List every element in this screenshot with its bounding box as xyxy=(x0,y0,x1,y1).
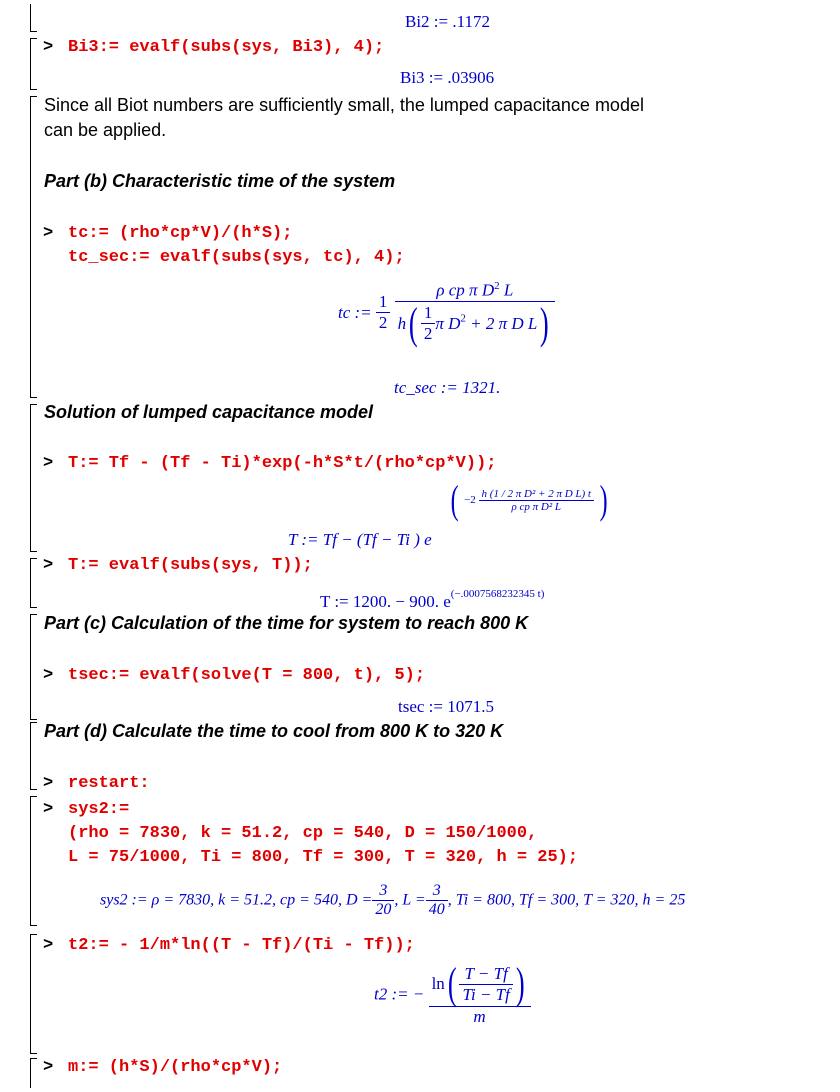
T-output-exponent xyxy=(448,477,610,522)
tc-sec-output: tc_sec := 1321. xyxy=(394,378,501,397)
tc-main-fraction xyxy=(395,280,555,346)
biot-text-line-2[interactable]: can be applied. xyxy=(44,120,167,140)
group-bracket-9[interactable] xyxy=(30,934,31,1054)
tsec-input[interactable]: tsec:= evalf(solve(T = 800, t), 5); xyxy=(68,666,426,685)
group-bracket-6[interactable] xyxy=(30,614,31,720)
tc-den-half-den: 2 xyxy=(423,324,433,344)
tc-input-line-2[interactable]: tc_sec:= evalf(subs(sys, tc), 4); xyxy=(68,248,405,267)
prompt-symbol: > xyxy=(43,774,54,793)
biot-text-line-1[interactable]: Since all Biot numbers are sufficiently small, the lumped capacitance model xyxy=(44,95,644,115)
T-input[interactable]: T:= Tf - (Tf - Ti)*exp(-h*S*t/(rho*cp*V)); xyxy=(68,454,497,473)
prompt-symbol: > xyxy=(43,1058,54,1077)
t2-lhs: t2 := − xyxy=(374,984,425,1004)
heading-part-b[interactable]: Part (b) Characteristic time of the system xyxy=(44,171,396,191)
tc-den-exp: 2 xyxy=(460,311,466,324)
heading-solution[interactable]: Solution of lumped capacitance model xyxy=(44,402,374,422)
group-bracket-8[interactable] xyxy=(30,796,31,926)
t2-paren-right: ) xyxy=(515,959,525,1008)
T-exp-den: ρ cp π D² L xyxy=(511,500,562,513)
t2-ln: ln xyxy=(431,974,445,993)
group-bracket-1 xyxy=(30,4,31,32)
sys2-D-den: 20 xyxy=(375,901,392,918)
t2-numerator xyxy=(429,959,531,1008)
tc-num-tail: L xyxy=(499,280,514,300)
prompt-symbol: > xyxy=(43,454,54,473)
prompt-symbol: > xyxy=(43,800,54,819)
t2-main-fraction xyxy=(429,959,531,1027)
sys2-D-num: 3 xyxy=(372,882,394,901)
tc-den-tail: π D xyxy=(435,313,461,333)
tc-num-exp: 2 xyxy=(494,280,500,292)
group-bracket-3[interactable] xyxy=(30,96,31,398)
sys2-L-fraction xyxy=(426,882,448,919)
prompt-symbol: > xyxy=(43,556,54,575)
sys2-tail: , Ti = 800, Tf = 300, T = 320, h = 25 xyxy=(447,891,686,909)
T-eval-output xyxy=(320,588,544,612)
T-output-lhs: T := Tf − (Tf − Ti ) e xyxy=(288,530,432,549)
tc-den-half xyxy=(421,303,436,344)
prompt-symbol: > xyxy=(43,224,54,243)
T-exp-paren-right: ) xyxy=(599,477,608,522)
t2-inner-den: Ti − Tf xyxy=(462,984,510,1004)
tsec-output: tsec := 1071.5 xyxy=(398,697,494,716)
t2-denominator: m xyxy=(473,1007,486,1026)
group-bracket-10[interactable] xyxy=(30,1058,31,1088)
t2-inner-fraction xyxy=(459,964,512,1005)
sys2-L-num: 3 xyxy=(426,882,448,901)
t2-output xyxy=(374,959,531,1027)
sys2-output xyxy=(100,882,685,919)
T-eval-text: T := 1200. − 900. e xyxy=(320,592,451,611)
sys2-L-den: 40 xyxy=(428,901,445,918)
heading-part-c[interactable]: Part (c) Calculation of the time for system to reach 800 K xyxy=(44,613,529,633)
prompt-symbol: > xyxy=(43,38,54,57)
prompt-symbol: > xyxy=(43,666,54,685)
sys2-D-fraction xyxy=(372,882,394,919)
tc-numerator xyxy=(395,280,555,302)
T-exp-paren-left: ( xyxy=(450,477,459,522)
tc-output xyxy=(338,280,555,346)
t2-paren-left: ( xyxy=(447,959,457,1008)
tc-den-tail2: + 2 π D L xyxy=(465,313,538,333)
bi3-input[interactable]: Bi3:= evalf(subs(sys, Bi3), 4); xyxy=(68,38,385,57)
group-bracket-7[interactable] xyxy=(30,722,31,790)
sys2-input-line-3[interactable]: L = 75/1000, Ti = 800, Tf = 300, T = 320, h = 25); xyxy=(68,848,579,867)
tc-coef-fraction xyxy=(376,292,391,333)
sys2-lhs: sys2 := ρ = 7830, k = 51.2, cp = 540, D = xyxy=(100,891,373,909)
restart-input[interactable]: restart: xyxy=(68,774,150,793)
prompt-symbol: > xyxy=(43,936,54,955)
t2-inner-num: T − Tf xyxy=(459,964,512,985)
T-exp-coef: −2 xyxy=(464,494,476,506)
tc-lhs: tc := xyxy=(338,302,372,322)
m-input[interactable]: m:= (h*S)/(rho*cp*V); xyxy=(68,1058,283,1077)
heading-part-d[interactable]: Part (d) Calculate the time to cool from 800 K to 320 K xyxy=(44,721,504,741)
sys2-input-line-1[interactable]: sys2:= xyxy=(68,800,130,819)
tc-coef-num: 1 xyxy=(376,292,391,313)
t2-input[interactable]: t2:= - 1/m*ln((T - Tf)/(Ti - Tf)); xyxy=(68,936,415,955)
tc-denominator xyxy=(395,298,555,348)
T-exp-num: h (1 / 2 π D² + 2 π D L) t xyxy=(479,488,594,501)
tc-paren-right: ) xyxy=(540,298,550,348)
tc-den-half-num: 1 xyxy=(421,303,436,324)
tc-den-h: h xyxy=(397,313,407,333)
tc-num-text: ρ cp π D xyxy=(436,280,495,300)
bi3-output: Bi3 := .03906 xyxy=(400,68,495,87)
sys2-input-line-2[interactable]: (rho = 7830, k = 51.2, cp = 540, D = 150/1000, xyxy=(68,824,538,843)
group-bracket-5[interactable] xyxy=(30,558,31,608)
group-bracket-4[interactable] xyxy=(30,404,31,552)
tc-input-line-1[interactable]: tc:= (rho*cp*V)/(h*S); xyxy=(68,224,293,243)
T-eval-input[interactable]: T:= evalf(subs(sys, T)); xyxy=(68,556,313,575)
tc-paren-left: ( xyxy=(409,298,418,348)
bi2-output: Bi2 := .1172 xyxy=(405,12,490,31)
tc-coef-den: 2 xyxy=(378,313,388,333)
group-bracket-2[interactable] xyxy=(30,38,31,90)
T-exp-fraction xyxy=(479,488,594,513)
sys2-mid: , L = xyxy=(394,891,426,909)
T-eval-exponent: (−.0007568232345 t) xyxy=(450,588,545,600)
